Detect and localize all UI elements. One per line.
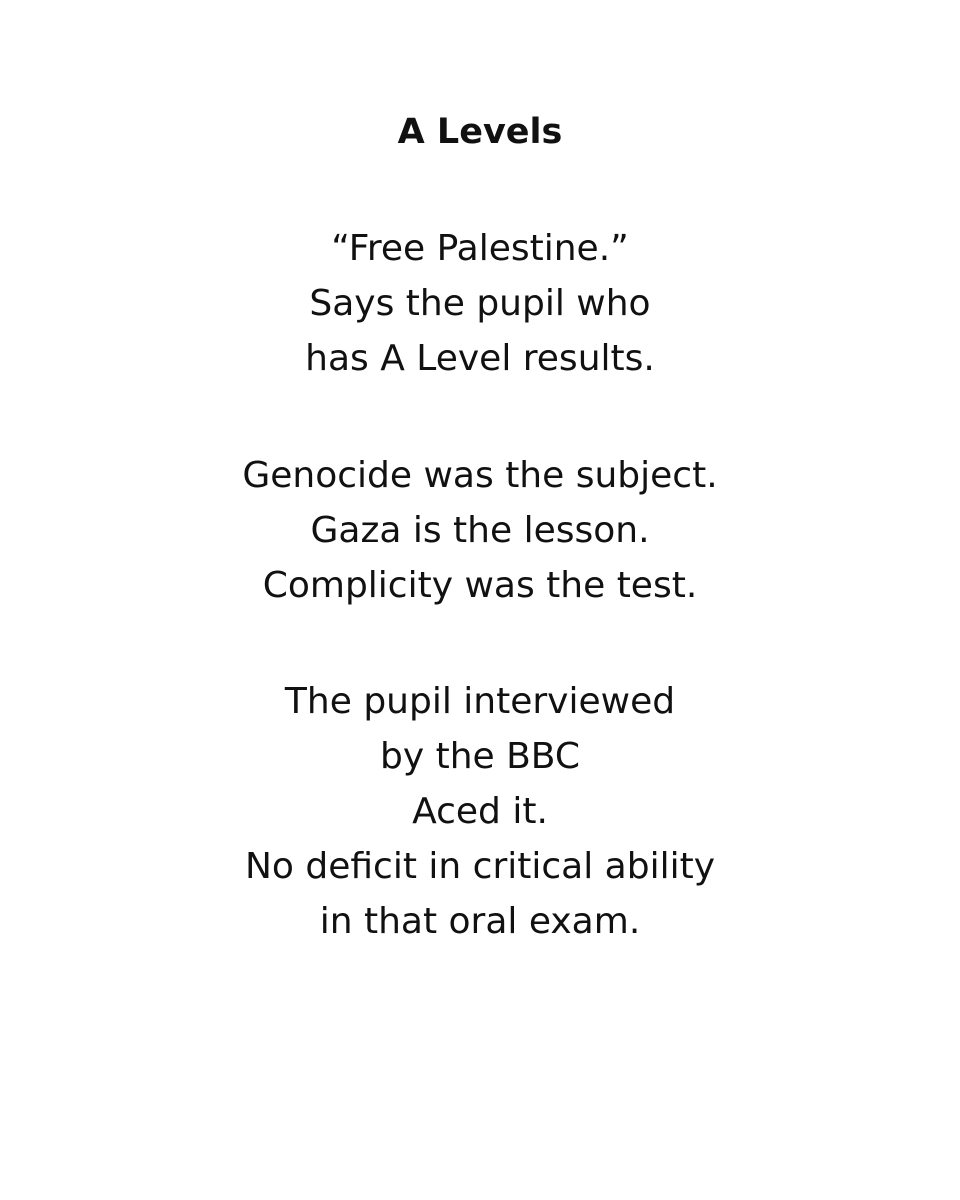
stanza-3 — [0, 674, 960, 949]
poem-line: No deficit in critical ability — [244, 846, 716, 887]
poem-line: by the BBC — [379, 736, 581, 777]
poem-line: “Free Palestine.” — [331, 228, 629, 269]
stanza-2 — [0, 448, 960, 613]
poem-line: has A Level results. — [305, 338, 655, 379]
poem-line: Says the pupil who — [309, 283, 651, 324]
poem-line: Gaza is the lesson. — [310, 510, 650, 551]
poem-line: The pupil interviewed — [284, 681, 676, 722]
poem-line: Aced it. — [412, 791, 548, 832]
poem-line: Complicity was the test. — [262, 565, 698, 606]
poem-title: A Levels — [397, 112, 563, 152]
stanza-1 — [0, 221, 960, 386]
poem-line: Genocide was the subject. — [242, 455, 718, 496]
poem-line: in that oral exam. — [319, 901, 641, 942]
